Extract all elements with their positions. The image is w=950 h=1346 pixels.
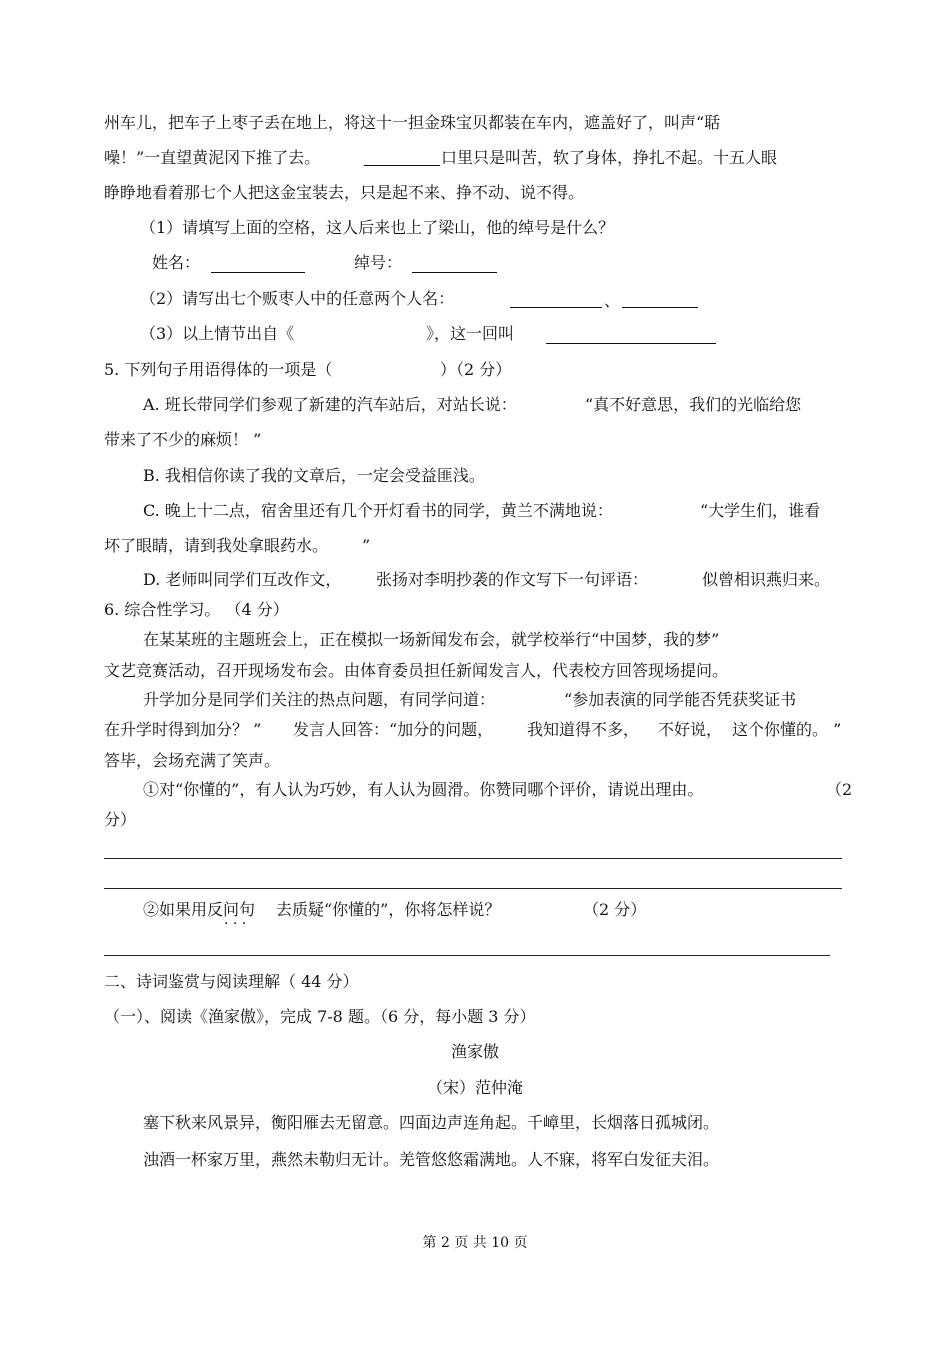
- answer-blank-seller-1[interactable]: [510, 307, 602, 308]
- q6-p2a-1: 升学加分是同学们关注的热点问题，有同学问道：: [143, 690, 496, 709]
- q6-p2c: 答毕，会场充满了笑声。: [104, 751, 281, 770]
- q6-title: 6. 综合性学习。 （4 分）: [104, 600, 289, 619]
- q5-option-a-3: 带来了不少的麻烦！ ”: [104, 430, 262, 449]
- q6-q1a: ①对“你懂的”，有人认为巧妙，有人认为圆滑。你赞同哪个评价，请说出理由。: [143, 780, 704, 799]
- poem-line-1: 塞下秋来风景异，衡阳雁去无留意。四面边声连角起。千嶂里，长烟落日孤城闭。: [143, 1113, 720, 1132]
- q5-option-d-2: 张扬对李明抄袭的作文写下一句评语：: [376, 570, 649, 589]
- q4-name-label: 姓名：: [152, 253, 201, 272]
- q6-p2b-4: 不好说，: [658, 720, 723, 739]
- q5-option-d-3: 似曾相识燕归来。: [702, 570, 831, 589]
- page-number: 第 2 页 共 10 页: [422, 1235, 528, 1251]
- q5-option-c-2: “大学生们，谁看: [700, 501, 821, 520]
- q6-p2b-1: 在升学时得到加分？ ”: [104, 720, 262, 739]
- answer-blank-chapter[interactable]: [546, 343, 716, 344]
- section2-title: 二、诗词鉴赏与阅读理解（ 44 分）: [104, 972, 359, 991]
- q6-p1b: 文艺竞赛活动，召开现场发布会。由体育委员担任新闻发言人，代表校方回答现场提问。: [104, 661, 729, 680]
- passage-line-1: 州车儿，把车子上枣子丢在地上，将这十一担金珠宝贝都装在车内，遮盖好了，叫声“聒: [104, 113, 721, 132]
- q5-option-a-2: “真不好意思，我们的光临给您: [585, 395, 802, 414]
- q5-stem-b: ）（2 分）: [440, 360, 512, 379]
- q5-stem-a: 5. 下列句子用语得体的一项是（: [104, 360, 333, 379]
- answer-blank-name[interactable]: [211, 272, 305, 273]
- q5-option-c-3: 坏了眼睛，请到我处拿眼药水。: [104, 536, 329, 555]
- poem-author: （宋）范仲淹: [426, 1078, 523, 1097]
- q6-p2b-3: 我知道得不多，: [527, 720, 640, 739]
- answer-line-2[interactable]: [104, 888, 842, 889]
- answer-blank-nickname[interactable]: [412, 272, 497, 273]
- answer-line-1[interactable]: [104, 858, 842, 859]
- q5-option-d-1: D. 老师叫同学们互改作文，: [143, 570, 342, 589]
- passage-line-3: 睁睁地看着那七个人把这金宝装去，只是起不来、挣不动、说不得。: [104, 183, 585, 202]
- q6-p2b-5: 这个你懂的。 ”: [732, 720, 842, 739]
- q4-nick-label: 绰号：: [354, 253, 403, 272]
- q6-p2a-2: “参加表演的同学能否凭获奖证书: [564, 690, 797, 709]
- emphasis-dots: · · ·: [224, 916, 247, 932]
- poem-title: 渔家傲: [450, 1042, 499, 1061]
- passage-line-2b: 口里只是叫苦，软了身体，挣扎不起。十五人眼: [441, 148, 778, 167]
- q4-sub2: （2）请写出七个贩枣人中的任意两个人名：: [140, 289, 455, 308]
- q5-option-c-4: ”: [362, 536, 371, 555]
- q5-option-a-1: A. 班长带同学们参观了新建的汽车站后，对站长说：: [143, 395, 517, 414]
- q6-p2b-2: 发言人回答：“加分的问题，: [293, 720, 494, 739]
- passage-line-2a: 噪！”一直望黄泥冈下推了去。: [104, 148, 321, 167]
- q6-q1c: 分）: [104, 810, 137, 829]
- q6-p1a: 在某某班的主题班会上，正在模拟一场新闻发布会，就学校举行“中国梦，我的梦”: [143, 630, 720, 649]
- q5-option-c-1: C. 晚上十二点，宿舍里还有几个开灯看书的同学，黄兰不满地说：: [143, 501, 613, 520]
- poem-line-2: 浊酒一杯家万里，燕然未勒归无计。羌管悠悠霜满地。人不寐，将军白发征夫泪。: [143, 1150, 720, 1169]
- q6-q2c: （2 分）: [583, 900, 647, 919]
- q4-sub2-separator: 、: [604, 291, 621, 310]
- answer-line-3[interactable]: [104, 955, 830, 956]
- section2-part1: （一）、阅读《渔家傲》，完成 7-8 题。（6 分，每小题 3 分）: [104, 1007, 536, 1026]
- answer-blank-seller-2[interactable]: [622, 307, 698, 308]
- q4-sub1: （1）请填写上面的空格，这人后来也上了梁山，他的绰号是什么？: [140, 218, 615, 237]
- answer-blank-person[interactable]: [364, 165, 440, 166]
- q4-sub3b: 》，这一回叫: [426, 324, 515, 343]
- q6-q1b: （2: [826, 780, 853, 799]
- q5-option-b: B. 我相信你读了我的文章后，一定会受益匪浅。: [143, 466, 485, 485]
- q6-q2b: 去质疑“你懂的”，你将怎样说？: [276, 900, 501, 919]
- q6-q2a: ②如果用反问句: [143, 900, 256, 919]
- q4-sub3a: （3）以上情节出自《: [140, 324, 295, 343]
